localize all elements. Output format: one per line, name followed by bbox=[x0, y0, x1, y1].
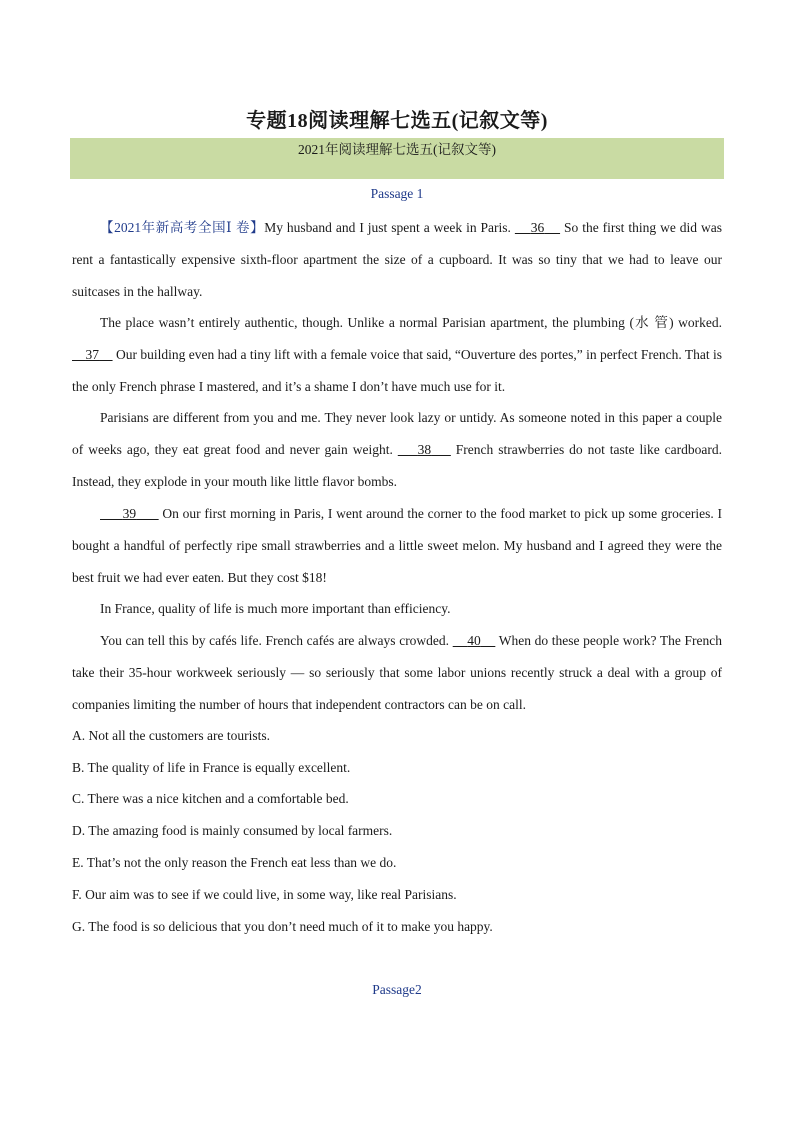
paragraph-4 bbox=[72, 498, 722, 594]
paragraph-1-text-a: My husband and I just spent a week in Paris. bbox=[264, 220, 515, 235]
paragraph-2-text-a: The place wasn’t entirely authentic, though. Unlike a normal Parisian apartment, the plumbing (水 管) worked. bbox=[100, 315, 722, 330]
option-f: F. Our aim was to see if we could live, in some way, like real Parisians. bbox=[72, 887, 457, 902]
paragraph-2-text-b: Our building even had a tiny lift with a female voice that said, “Ouverture des portes,” in perfect French. That is the only French phrase I mastered, and it’s a shame I don’t have much use for it. bbox=[72, 347, 723, 394]
paragraph-6-text-b: When do these people work? The French take their 35-hour workweek seriously — so seriously that some labor unions recently struck a deal with a group of companies limiting the number of hours that independent contractors can be on call. bbox=[72, 633, 722, 712]
option-d: D. The amazing food is mainly consumed by local farmers. bbox=[72, 823, 393, 838]
blank-39[interactable]: 39 bbox=[122, 506, 137, 521]
paragraph-2 bbox=[72, 307, 722, 403]
paragraph-3-text-a: Parisians are different from you and me. They never look lazy or untidy. As someone noted in this paper a couple of weeks ago, they eat great food and never gain weight. bbox=[72, 410, 722, 457]
option-g: G. The food is so delicious that you don’t need much of it to make you happy. bbox=[72, 919, 493, 934]
passage-1-label: Passage 1 bbox=[370, 186, 424, 201]
passage-2-label: Passage2 bbox=[372, 982, 422, 997]
paragraph-1 bbox=[72, 212, 722, 308]
blank-36[interactable]: 36 bbox=[530, 220, 545, 235]
option-e: E. That’s not the only reason the French eat less than we do. bbox=[72, 855, 397, 870]
blank-38[interactable]: 38 bbox=[417, 442, 432, 457]
option-b: B. The quality of life in France is equally excellent. bbox=[72, 760, 351, 775]
paragraph-5-text: In France, quality of life is much more important than efficiency. bbox=[100, 601, 451, 616]
paragraph-5 bbox=[72, 593, 722, 625]
paragraph-6-text-a: You can tell this by cafés life. French cafés are always crowded. bbox=[100, 633, 453, 648]
paragraph-4-text-b: On our first morning in Paris, I went around the corner to the food market to pick up some groceries. I bought a handful of perfectly ripe small strawberries and a little sweet melon. My husband and I agreed they were the best fruit we had ever eaten. But they cost $18! bbox=[72, 506, 723, 585]
section-banner bbox=[70, 138, 724, 179]
option-c: C. There was a nice kitchen and a comfortable bed. bbox=[72, 791, 349, 806]
blank-37[interactable]: 37 bbox=[85, 347, 100, 362]
source-tag: 【2021年新高考全国Ⅰ 卷】 bbox=[100, 220, 265, 235]
blank-40[interactable]: 40 bbox=[467, 633, 481, 648]
section-subtitle: 2021年阅读理解七选五(记叙文等) bbox=[298, 142, 496, 157]
paragraph-3-text-b: French strawberries do not taste like cardboard. Instead, they explode in your mouth like little flavor bombs. bbox=[72, 442, 722, 489]
paragraph-1-text-b: So the first thing we did was rent a fantastically expensive sixth-floor apartment the size of a cupboard. It was so tiny that we had to leave our suitcases in the hallway. bbox=[72, 220, 723, 299]
paragraph-3 bbox=[72, 402, 722, 498]
option-a: A. Not all the customers are tourists. bbox=[72, 728, 270, 743]
paragraph-6 bbox=[72, 625, 722, 721]
page-title: 专题18阅读理解七选五(记叙文等) bbox=[246, 110, 548, 132]
